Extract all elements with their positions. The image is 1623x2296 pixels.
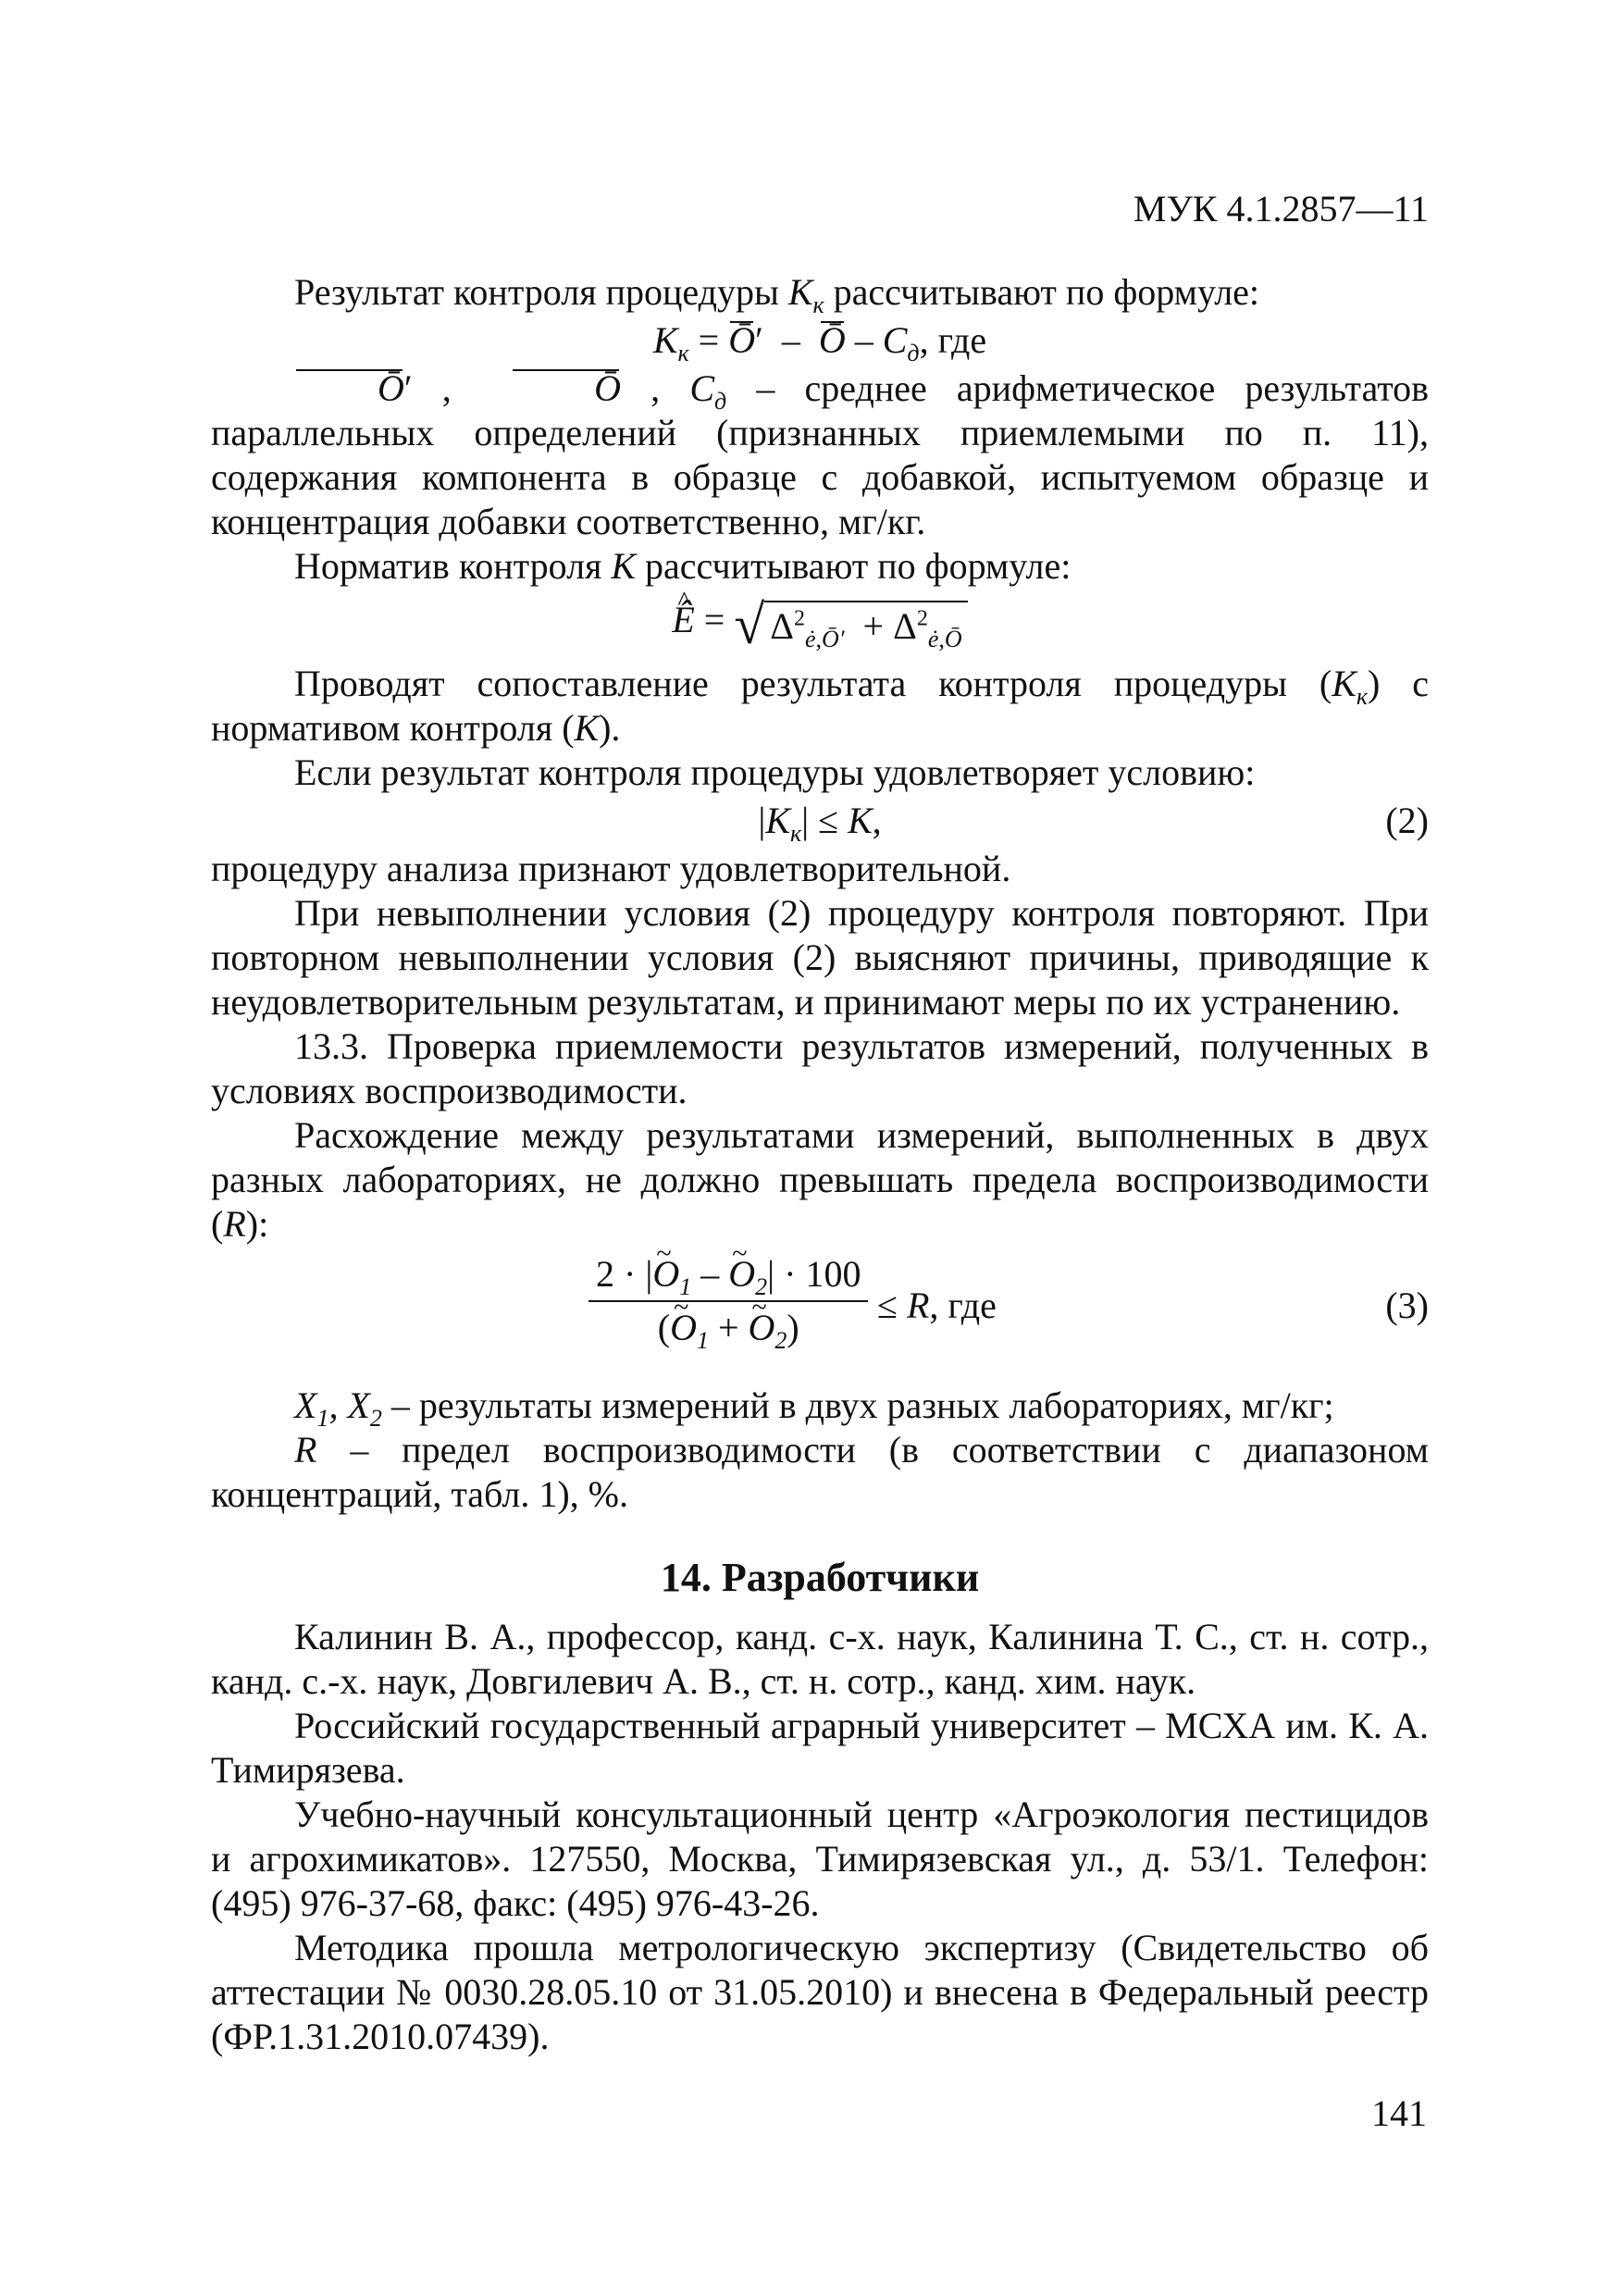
page-content [211,270,1429,2059]
page-number: 141 [1371,2092,1427,2134]
paragraph-comparison: Проводят сопоставление результата контроля процедуры $(К_к)$ с нормативом контроля (К). [211,662,1429,749]
paragraph-control-result: Результат контроля процедуры $К_к$ рассчитывают по формуле: [294,271,1260,318]
paragraph-control-norm: Норматив контроля К рассчитывают по формуле: [294,545,1072,587]
page-header: МУК 4.1.2857—11 [1133,188,1429,230]
equation-number-2: (2) [1385,799,1429,841]
formula-condition-2: $|К_к| \le К$, (2) [758,799,1429,847]
formula-control-result: $К_к$ = Ō′ – Ō – $С_д$, где [652,319,987,366]
formula-rhs: ≤ R, где [877,1284,997,1326]
equation-number-3: (3) [1385,1284,1429,1326]
paragraph-section-13-3: 13.3. Проверка приемлемости результатов измерений, полученных в условиях воспроизводимости. [211,1024,1429,1111]
section-title: 14. Разработчики [660,1554,980,1600]
paragraph-r-definition: R – предел воспроизводимости (в соответствии с диапазоном концентраций, табл. 1), %. [211,1428,1429,1515]
paragraph-authors: Калинин В. А., профессор, канд. с-х. наук, Калинина Т. С., ст. н. сотр., канд. с.-х. наук, Довгилевич А. В., ст. н. сотр., канд. хим. наук. [211,1615,1429,1702]
formula-control-norm: ^ Ê = √ $\Delta^2_{ė,Ō'} + \Delta^2_{ė,Ō}$ [211,598,1429,649]
fraction: $\frac{2 \cdot |\sim O_1 - \sim O_2| \cdot 100}{(\sim O_1 + \sim O_2)}$ [588,1252,868,1350]
formula-reproducibility-3 [211,1252,1429,1378]
paragraph-definitions: Ō′ , Ō , $С_д$ – среднее арифметическое результатов параллельных определений (признанных приемлемыми по п. 11), содержания компонента в образце с добавкой, испытуемом образце и концентрация добавки соответственно, мг/кг. [211,367,1430,542]
paragraph-discrepancy: Расхождение между результатами измерений, выполненных в двух разных лабораториях, не должно превышать предела воспроизводимости (R): [211,1113,1429,1245]
paragraph-condition: Если результат контроля процедуры удовлетворяет условию: [294,751,1256,793]
paragraph-university: Российский государственный аграрный университет – МСХА им. К. А. Тимирязева. [211,1704,1429,1791]
paragraph-center: Учебно-научный консультационный центр «Агроэкология пестицидов и агрохимикатов». 127550, Москва, Тимирязевская ул., д. 53/1. Телефон: (495) 976-37-68, факс: (495) 976-43-26. [211,1793,1429,1924]
paragraph-x-definition: $X_1$, $X_2$ – результаты измерений в двух разных лабораториях, мг/кг; [294,1384,1334,1432]
paragraph-metrology: Методика прошла метрологическую экспертизу (Свидетельство об аттестации № 0030.28.05.10 от 31.05.2010) и внесена в Федеральный реестр (ФР.1.31.2010.07439). [211,1926,1429,2057]
paragraph-repeat: При невыполнении условия (2) процедуру контроля повторяют. При повторном невыполнении условия (2) выясняют причины, приводящие к неудовлетворительным результатам, и принимают меры по их устранению. [211,891,1429,1023]
paragraph-satisfactory: процедуру анализа признают удовлетворительной. [211,847,1011,889]
